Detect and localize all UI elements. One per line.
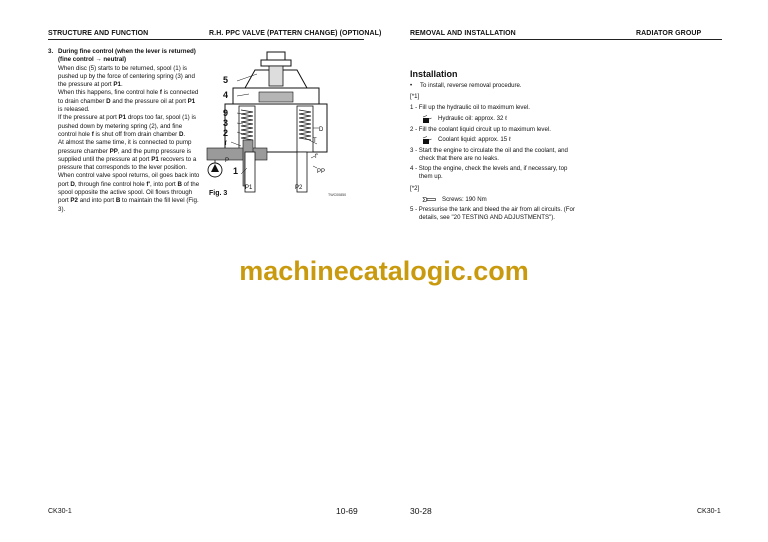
item-title-line1: During fine control (when the lever is returned) [58,48,196,55]
label-f: f [225,141,227,147]
text-run: . [120,81,123,89]
text-run: , through fine control hole [74,180,147,188]
paragraph-1 [48,65,200,90]
text-run: P1 [113,81,121,89]
spec-value: Coolant liquid: approx. 15 ℓ [438,136,511,144]
spec-value: Hydraulic oil: approx. 32 ℓ [438,115,508,122]
right-header-group: RADIATOR GROUP [636,30,702,37]
left-footer-page: 10-69 [336,506,358,516]
oil-can-icon [422,136,432,145]
label-3: 3 [223,118,229,128]
text-run: and the pressure oil at port [110,97,188,105]
step-3: 3 - Start the engine to circulate the oil and the coolant, and check that there are no leaks. [410,146,568,163]
right-header-section: REMOVAL AND INSTALLATION [410,30,516,37]
text-run: P1 [151,155,159,163]
text-run: . [183,130,186,138]
text-run: , into port [149,180,178,188]
text-run: P2 [70,197,78,205]
step-4: 4 - Stop the engine, check the levels and, if necessary, top them up. [410,165,568,181]
label-f-prime: f' [315,154,318,160]
text-run: recovers to a pressure that corresponds to the lever position. [58,155,197,172]
label-4: 4 [223,90,229,100]
installation-title: Installation [410,69,458,79]
label-t: T [313,138,317,144]
text-run: When disc (5) starts to be returned, spool (1) is pushed up by the force of centering spring (3) and the pressure at port [58,64,195,89]
wrench-icon [422,196,436,203]
label-p1: P1 [245,185,253,191]
text-run: and into port [77,197,116,205]
text-run: drops too far, spool (1) is pushed down by metering spring (2), and fine control hole [58,114,196,138]
right-header-rule [410,39,722,40]
text-run: PP [109,147,118,155]
watermark: machinecatalogic.com [239,256,529,286]
fine-control-description [48,48,200,214]
step-1: 1 - Fill up the hydraulic oil to maximum level. [410,104,530,112]
text-run: D [106,97,111,105]
left-header-title: R.H. PPC VALVE (PATTERN CHANGE) (OPTIONAL) [209,30,382,37]
text-run: is released. [58,106,90,114]
paragraph-5 [48,172,200,213]
reference-mark-2: [*2] [410,184,420,192]
oil-can-icon [422,115,432,124]
paragraph-2 [48,89,200,114]
spec-coolant [410,136,575,145]
label-p2: P2 [295,185,303,191]
text-run: of the spool opposite the active spool. Oil flows through port [58,180,200,205]
bullet-item [410,82,575,90]
label-2: 2 [223,128,229,138]
text-run: At almost the same time, it is connected to pump pressure chamber [58,139,192,155]
ppc-valve-diagram [205,48,365,196]
text-run: D [178,130,184,138]
pump-symbol [208,160,222,177]
right-footer-page: 30-28 [410,506,432,516]
text-run: D [70,180,75,188]
paragraph-3 [48,114,200,139]
installation-steps [410,82,575,224]
bullet-text: To install, reverse removal procedure. [420,82,522,89]
left-header-section: STRUCTURE AND FUNCTION [48,30,149,37]
text-run: P1 [118,114,127,122]
text-run: P1 [187,97,196,105]
right-footer-model: CK30-1 [697,508,721,515]
item-number: 3. [48,48,54,55]
label-5: 5 [223,75,229,85]
label-pp: PP [317,169,326,175]
paragraph-4 [48,139,200,172]
item-title-line2: (fine control → neutral) [58,56,127,64]
text-run: B [115,197,121,205]
left-footer-model: CK30-1 [48,508,72,515]
figure-caption: Fig. 3 [209,190,228,197]
text-run: f' [146,180,150,188]
text-run: is connected to drain chamber [58,89,199,105]
bullet-symbol: • [410,82,413,89]
spec-hydraulic-oil [410,115,575,124]
spec-screws [410,196,575,204]
label-d: D [319,127,324,133]
text-run: f [91,130,94,138]
valve-top [245,52,307,88]
spec-value: Screws: 190 Nm [442,195,487,203]
text-run: When control valve spool returns, oil goes back into port [58,172,200,188]
text-run: f [159,89,162,97]
text-run: to maintain the fill level (Fig. 3). [58,197,199,213]
step-2: 2 - Fill the coolant liquid circuit up to maximum level. [410,125,551,133]
text-run: is shut off from drain chamber [93,130,179,138]
text-run: If the pressure at port [58,114,119,122]
label-1: 1 [233,166,239,176]
reference-mark-1: [*1] [410,93,420,101]
left-header-rule [48,39,364,40]
step-5: 5 - Pressurise the tank and bleed the air from all circuits. (For details, see "20 TESTING AND ADJUSTMENTS"). [410,206,575,222]
figure-code: TWC00850 [328,193,347,197]
label-9: 9 [223,108,229,118]
text-run: When this happens, fine control hole [58,89,160,97]
label-p: P [225,158,230,164]
text-run: B [177,180,182,188]
text-run: , and the pump pressure is supplied until the pressure at port [58,147,192,163]
item-heading [48,48,200,65]
